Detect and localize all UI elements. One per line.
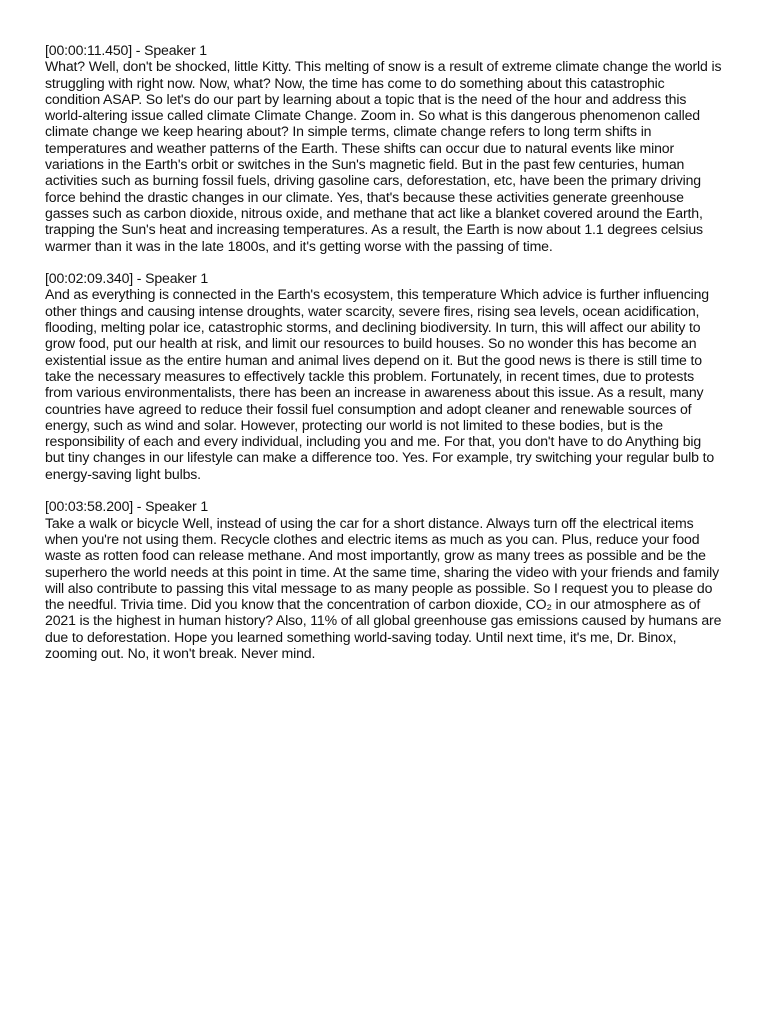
segment-separator: - (133, 270, 146, 287)
segment-speaker: Speaker 1 (145, 498, 209, 515)
segment-header (45, 498, 723, 514)
segment-timestamp: [00:02:09.340] (45, 270, 134, 287)
transcript-page (45, 42, 723, 678)
segment-speaker: Speaker 1 (144, 42, 207, 58)
transcript-segment-2 (45, 270, 723, 482)
segment-timestamp: [00:00:11.450] (45, 42, 132, 58)
segment-separator: - (133, 498, 146, 515)
segment-text: And as everything is connected in the Earth's ecosystem, this temperature Which advice is further influencing other things and causing intense droughts, water scarcity, severe fires, rising sea levels, ocean acidification, flooding, melting polar ice, catastrophic storms, and declining biodiversity. In turn, this will affect our ability to grow food, put our health at risk, and limit our resources to build houses. So no wonder this has become an existential issue as the entire human and animal lives depend on it. But the good news is there is still time to take the necessary measures to effectively tackle this problem. Fortunately, in recent times, due to protests from various environmentalists, there has been an increase in awareness about this issue. As a result, many countries have agreed to reduce their fossil fuel consumption and adopt cleaner and renewable sources of energy, such as wind and solar. However, protecting our world is not limited to these bodies, but is the responsibility of each and every individual, including you and me. For that, you don't have to do Anything big but tiny changes in our lifestyle can make a difference too. Yes. For example, try switching your regular bulb to energy-saving light bulbs. (45, 286, 715, 482)
segment-header (45, 42, 723, 58)
segment-timestamp: [00:03:58.200] (45, 498, 134, 515)
segment-separator: - (131, 42, 145, 58)
transcript-segment-1 (45, 42, 723, 254)
segment-speaker: Speaker 1 (145, 270, 209, 287)
segment-text: What? Well, don't be shocked, little Kitty. This melting of snow is a result of extreme climate change the world is struggling with right now. Now, what? Now, the time has come to do something about this catastrophic condition ASAP. So let's do our part by learning about a topic that is the need of the hour and address this world-altering issue called climate Climate Change. Zoom in. So what is this dangerous phenomenon called climate change we keep hearing about? In simple terms, climate change refers to long term shifts in temperatures and weather patterns of the Earth. These shifts can occur due to natural events like minor variations in the Earth's orbit or switches in the Sun's magnetic field. But in the past few centuries, human activities such as burning fossil fuels, driving gasoline cars, deforestation, etc, have been the primary driving force behind the drastic changes in our climate. Yes, that's because these activities generate greenhouse gasses such as carbon dioxide, nitrous oxide, and methane that act like a blanket covered around the Earth, trapping the Sun's heat and increasing temperatures. As a result, the Earth is now about 1.1 degrees celsius warmer than it was in the late 1800s, and it's getting worse with the passing of time. (45, 58, 722, 254)
transcript-segment-3 (45, 498, 723, 661)
segment-header (45, 270, 723, 286)
segment-text: Take a walk or bicycle Well, instead of using the car for a short distance. Always turn off the electrical items when you're not using them. Recycle clothes and electric items as much as you can. Plus, reduce your food waste as rotten food can release methane. And most importantly, grow as many trees as possible and be the superhero the world needs at this point in time. At the same time, sharing the video with your friends and family will also contribute to passing this vital message to as many people as possible. So I request you to please do the needful. Trivia time. Did you know that the concentration of carbon dioxide, CO₂ in our atmosphere as of 2021 is the highest in human history? Also, 11% of all global greenhouse gas emissions caused by humans are due to deforestation. Hope you learned something world-saving today. Until next time, it's me, Dr. Binox, zooming out. No, it won't break. Never mind. (45, 514, 722, 661)
